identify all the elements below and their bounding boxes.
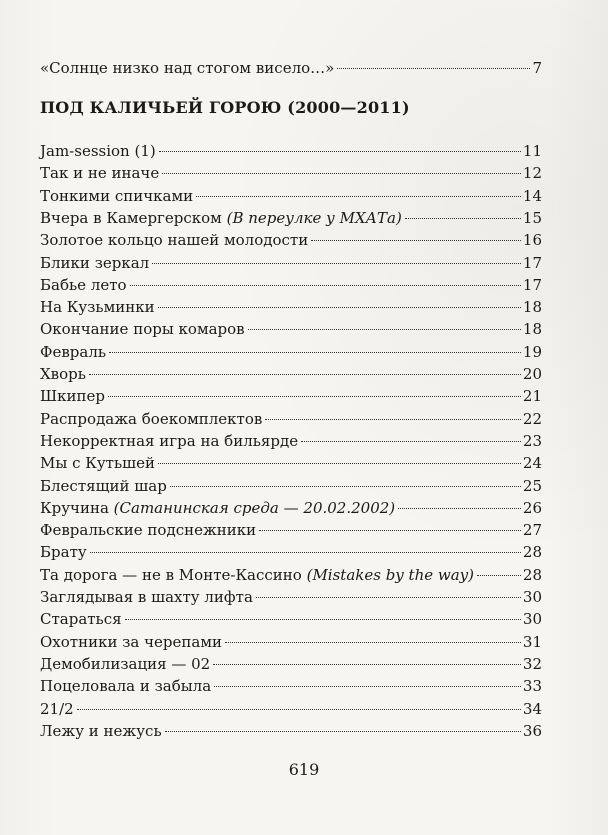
toc-entry-page: 7 xyxy=(532,59,542,77)
toc-entry-title: Заглядывая в шахту лифта xyxy=(40,588,253,606)
toc-leader-dots xyxy=(89,374,521,375)
toc-entry xyxy=(40,520,542,541)
toc-entry xyxy=(40,163,542,184)
toc-leader-dots xyxy=(158,307,521,308)
toc-entry-title: Вчера в Камергерском (В переулке у МХАТа) xyxy=(40,208,402,227)
toc-entry-title: Охотники за черепами xyxy=(40,632,222,651)
toc-leader-dots xyxy=(214,686,521,687)
toc-entry-page: 22 xyxy=(522,409,542,428)
toc-leader-dots xyxy=(405,218,521,219)
toc-entry-page: 14 xyxy=(522,186,542,205)
toc-entry-page: 27 xyxy=(522,521,542,540)
toc-entry-title: 21/2 xyxy=(40,699,74,718)
toc-entry xyxy=(40,58,542,79)
toc-entry-page: 17 xyxy=(522,275,542,294)
toc-entry xyxy=(40,654,542,675)
toc-entry-title: Так и не иначе xyxy=(40,164,160,183)
toc-leader-dots xyxy=(108,396,521,397)
toc-entry-page: 19 xyxy=(522,342,542,361)
toc-entry xyxy=(40,275,542,296)
toc-entry xyxy=(40,319,542,340)
toc-entry-page: 23 xyxy=(522,431,542,450)
toc-entry xyxy=(40,386,542,407)
toc-leader-dots xyxy=(165,731,521,732)
toc-entry-title: Брату xyxy=(40,543,87,562)
toc-entry xyxy=(40,186,542,207)
toc-entry xyxy=(40,721,542,742)
toc-entry xyxy=(40,542,542,563)
toc-entry-page: 24 xyxy=(522,454,542,473)
toc-entry xyxy=(40,230,542,251)
toc-entry xyxy=(40,699,542,720)
toc-entry-title: Распродажа боекомплектов xyxy=(40,409,263,428)
toc-entry-page: 26 xyxy=(522,498,542,517)
toc-entry xyxy=(40,676,542,697)
toc-entry-title: Демобилизация — 02 xyxy=(40,654,211,673)
toc-entry xyxy=(40,141,542,162)
toc-entry-page: 18 xyxy=(522,298,542,317)
toc-leader-dots xyxy=(398,508,521,509)
toc-entry-title: «Солнце низко над стогом висело…» xyxy=(40,59,335,77)
toc-entry xyxy=(40,453,542,474)
toc-entry-title: Шкипер xyxy=(40,387,105,406)
toc-entry xyxy=(40,587,542,608)
toc-entry xyxy=(40,565,542,586)
toc-entry-page: 16 xyxy=(522,231,542,250)
toc-leader-dots xyxy=(256,597,521,598)
toc-entry-page: 30 xyxy=(522,588,542,606)
toc-entry-page: 33 xyxy=(522,677,542,696)
toc-entry-page: 34 xyxy=(522,699,542,718)
toc-entry-title: Некорректная игра на бильярде xyxy=(40,431,299,450)
toc-entry-page: 20 xyxy=(522,365,542,383)
toc-leader-dots xyxy=(170,486,521,487)
toc-entry-title: Та дорога — не в Монте-Кассино (Mistakes by the way) xyxy=(40,565,474,584)
toc-leader-dots xyxy=(159,151,521,152)
toc-entry-title: Стараться xyxy=(40,610,122,629)
toc-entry-page: 18 xyxy=(522,320,542,339)
toc-entry-page: 28 xyxy=(522,543,542,562)
toc-entry-page: 36 xyxy=(522,721,542,740)
toc-entry-title: Лежу и нежусь xyxy=(40,721,162,740)
toc-entry-title: На Кузьминки xyxy=(40,298,155,317)
toc-entry-title: Блики зеркал xyxy=(40,253,150,272)
toc-entry-page: 31 xyxy=(522,632,542,651)
toc-entry xyxy=(40,253,542,274)
toc-entry-page: 11 xyxy=(522,142,542,160)
toc-entry xyxy=(40,632,542,653)
toc-entry-title: Блестящий шар xyxy=(40,476,167,495)
toc-entry-title: Февральские подснежники xyxy=(40,521,257,540)
toc-leader-dots xyxy=(162,173,521,174)
toc-entry-title: Окончание поры комаров xyxy=(40,320,245,339)
toc-entry xyxy=(40,498,542,519)
toc-entry-title: Мы с Кутьшей xyxy=(40,454,155,473)
toc-leader-dots xyxy=(248,329,521,330)
toc-entry xyxy=(40,476,542,497)
toc-entry-page: 25 xyxy=(522,476,542,495)
toc-entry-title: Кручина (Сатанинская среда — 20.02.2002) xyxy=(40,498,396,517)
toc-entry-page: 17 xyxy=(522,253,542,272)
toc-entry-page: 32 xyxy=(522,654,542,673)
toc-leader-dots xyxy=(265,419,521,420)
page-number: 619 xyxy=(288,760,320,779)
section-heading: ПОД КАЛИЧЬЕЙ ГОРОЮ (2000—2011) xyxy=(40,98,410,117)
toc-leader-dots xyxy=(196,196,521,197)
toc-leader-dots xyxy=(158,463,521,464)
toc-leader-dots xyxy=(259,530,521,531)
toc-entry xyxy=(40,297,542,318)
toc-leader-dots xyxy=(130,285,521,286)
toc-entry-page: 21 xyxy=(522,387,542,406)
toc-leader-dots xyxy=(213,664,521,665)
toc-entry xyxy=(40,431,542,452)
toc-entry-title: Jam-session (1) xyxy=(40,142,156,160)
toc-entry-title: Тонкими спичками xyxy=(40,186,194,205)
toc-leader-dots xyxy=(301,441,521,442)
toc-entry xyxy=(40,409,542,430)
toc-leader-dots xyxy=(125,619,521,620)
toc-leader-dots xyxy=(90,552,521,553)
toc-entry-title: Хворь xyxy=(40,365,86,383)
toc-entry-page: 28 xyxy=(522,565,542,584)
toc-leader-dots xyxy=(337,68,530,69)
toc-leader-dots xyxy=(152,263,521,264)
toc-entry-title: Февраль xyxy=(40,342,107,361)
toc-leader-dots xyxy=(477,575,521,576)
toc-entry-page: 15 xyxy=(522,208,542,227)
toc-leader-dots xyxy=(225,642,521,643)
toc-entry-page: 12 xyxy=(522,164,542,183)
toc-entry-title: Поцеловала и забыла xyxy=(40,677,212,696)
toc-leader-dots xyxy=(77,709,521,710)
toc-entry xyxy=(40,609,542,630)
toc-leader-dots xyxy=(311,240,521,241)
toc-entry-page: 30 xyxy=(522,610,542,629)
toc-entry xyxy=(40,364,542,385)
toc-entry-title: Бабье лето xyxy=(40,275,127,294)
toc-entry-title: Золотое кольцо нашей молодости xyxy=(40,231,309,250)
toc-entry xyxy=(40,342,542,363)
toc-leader-dots xyxy=(109,352,521,353)
toc-entry xyxy=(40,208,542,229)
